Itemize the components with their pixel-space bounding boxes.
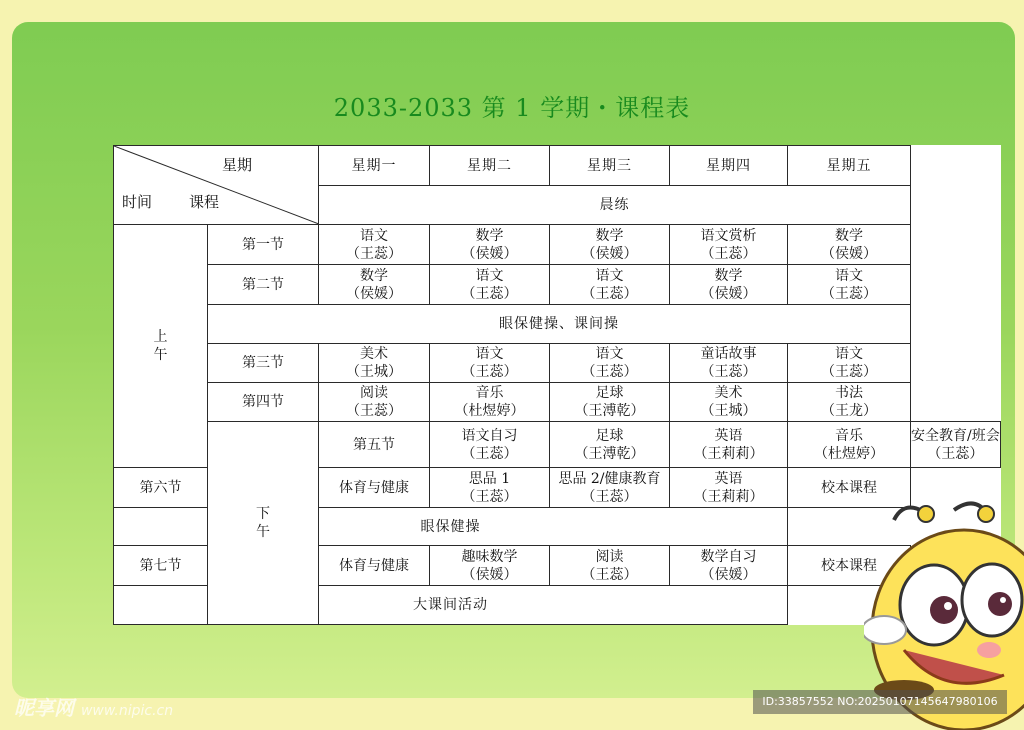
course-cell: 语文 （王蕊） xyxy=(550,344,670,383)
course-cell: 语文 （王蕊） xyxy=(430,344,550,383)
course-cell: 体育与健康 xyxy=(319,546,430,586)
period-label: 第二节 xyxy=(208,265,319,305)
period-label: 第五节 xyxy=(319,422,430,468)
header-row xyxy=(114,146,1001,186)
day-header: 星期一 xyxy=(319,146,430,186)
half-pm-char: 午 xyxy=(256,524,270,540)
course-cell: 足球 （王溥乾） xyxy=(550,383,670,422)
course-cell: 校本课程 xyxy=(788,546,911,586)
course-cell: 思品 2/健康教育 （王蕊） xyxy=(550,468,670,508)
half-am xyxy=(114,225,208,468)
course-cell: 数学 （侯媛） xyxy=(430,225,550,265)
course-cell: 思品 1 （王蕊） xyxy=(430,468,550,508)
course-cell: 阅读 （王蕊） xyxy=(550,546,670,586)
course-cell: 英语 （王莉莉） xyxy=(670,422,788,468)
band-eye-break: 眼保健操、课间操 xyxy=(208,305,911,344)
image-id-bar: ID:33857552 NO:20250107145647980106 xyxy=(753,690,1007,714)
course-cell: 体育与健康 xyxy=(319,468,430,508)
period-row xyxy=(114,344,1001,383)
period-row xyxy=(114,422,1001,468)
course-cell: 语文 （王蕊） xyxy=(788,265,911,305)
course-cell: 数学 （侯媛） xyxy=(670,265,788,305)
course-cell: 语文 （王蕊） xyxy=(550,265,670,305)
course-cell: 语文 （王蕊） xyxy=(430,265,550,305)
course-cell: 足球 （王溥乾） xyxy=(550,422,670,468)
course-cell: 数学自习 （侯媛） xyxy=(670,546,788,586)
band-big-break: 大课间活动 xyxy=(114,586,788,625)
period-row xyxy=(114,383,1001,422)
watermark xyxy=(14,692,173,721)
course-cell: 数学 （侯媛） xyxy=(788,225,911,265)
period-label: 第七节 xyxy=(114,546,208,586)
period-label: 第四节 xyxy=(208,383,319,422)
half-am-char: 午 xyxy=(153,347,168,363)
course-cell: 美术 （王城） xyxy=(319,344,430,383)
course-cell: 语文 （王蕊） xyxy=(319,225,430,265)
course-cell: 语文 （王蕊） xyxy=(788,344,911,383)
corner-week-label: 星期 xyxy=(222,156,253,174)
course-cell: 校本课程 xyxy=(788,468,911,508)
day-header: 星期二 xyxy=(430,146,550,186)
half-pm-char: 下 xyxy=(256,506,270,522)
corner-course-label: 课程 xyxy=(189,193,220,211)
course-cell: 美术 （王城） xyxy=(670,383,788,422)
page-title: 2033-2033 第 1 学期・课程表 xyxy=(333,94,691,122)
corner-cell xyxy=(114,146,319,225)
half-am-char: 上 xyxy=(153,329,168,345)
period-row xyxy=(114,265,1001,305)
period-row xyxy=(114,225,1001,265)
course-cell: 数学 （侯媛） xyxy=(319,265,430,305)
band-morning-exercise: 晨练 xyxy=(319,186,911,225)
course-cell: 英语 （王莉莉） xyxy=(670,468,788,508)
period-label: 第六节 xyxy=(114,468,208,508)
course-cell: 音乐 （杜煜婷） xyxy=(430,383,550,422)
corner-diagonal xyxy=(114,146,319,226)
course-cell: 阅读 （王蕊） xyxy=(319,383,430,422)
course-cell: 童话故事 （王蕊） xyxy=(670,344,788,383)
day-header: 星期三 xyxy=(550,146,670,186)
band-eye-care: 眼保健操 xyxy=(114,508,788,546)
period-label: 第三节 xyxy=(208,344,319,383)
course-cell: 趣味数学 （侯媛） xyxy=(430,546,550,586)
course-cell: 数学 （侯媛） xyxy=(550,225,670,265)
course-cell: 音乐 （杜煜婷） xyxy=(788,422,911,468)
period-label: 第一节 xyxy=(208,225,319,265)
course-cell: 语文赏析 （王蕊） xyxy=(670,225,788,265)
corner-time-label: 时间 xyxy=(122,193,153,211)
course-cell: 书法 （王龙） xyxy=(788,383,911,422)
day-header: 星期四 xyxy=(670,146,788,186)
watermark-url: www.nipic.cn xyxy=(80,703,174,719)
course-cell: 语文自习 （王蕊） xyxy=(430,422,550,468)
watermark-brand: 昵享网 xyxy=(14,696,74,720)
day-header: 星期五 xyxy=(788,146,911,186)
course-cell: 安全教育/班会 （王蕊） xyxy=(911,422,1001,468)
